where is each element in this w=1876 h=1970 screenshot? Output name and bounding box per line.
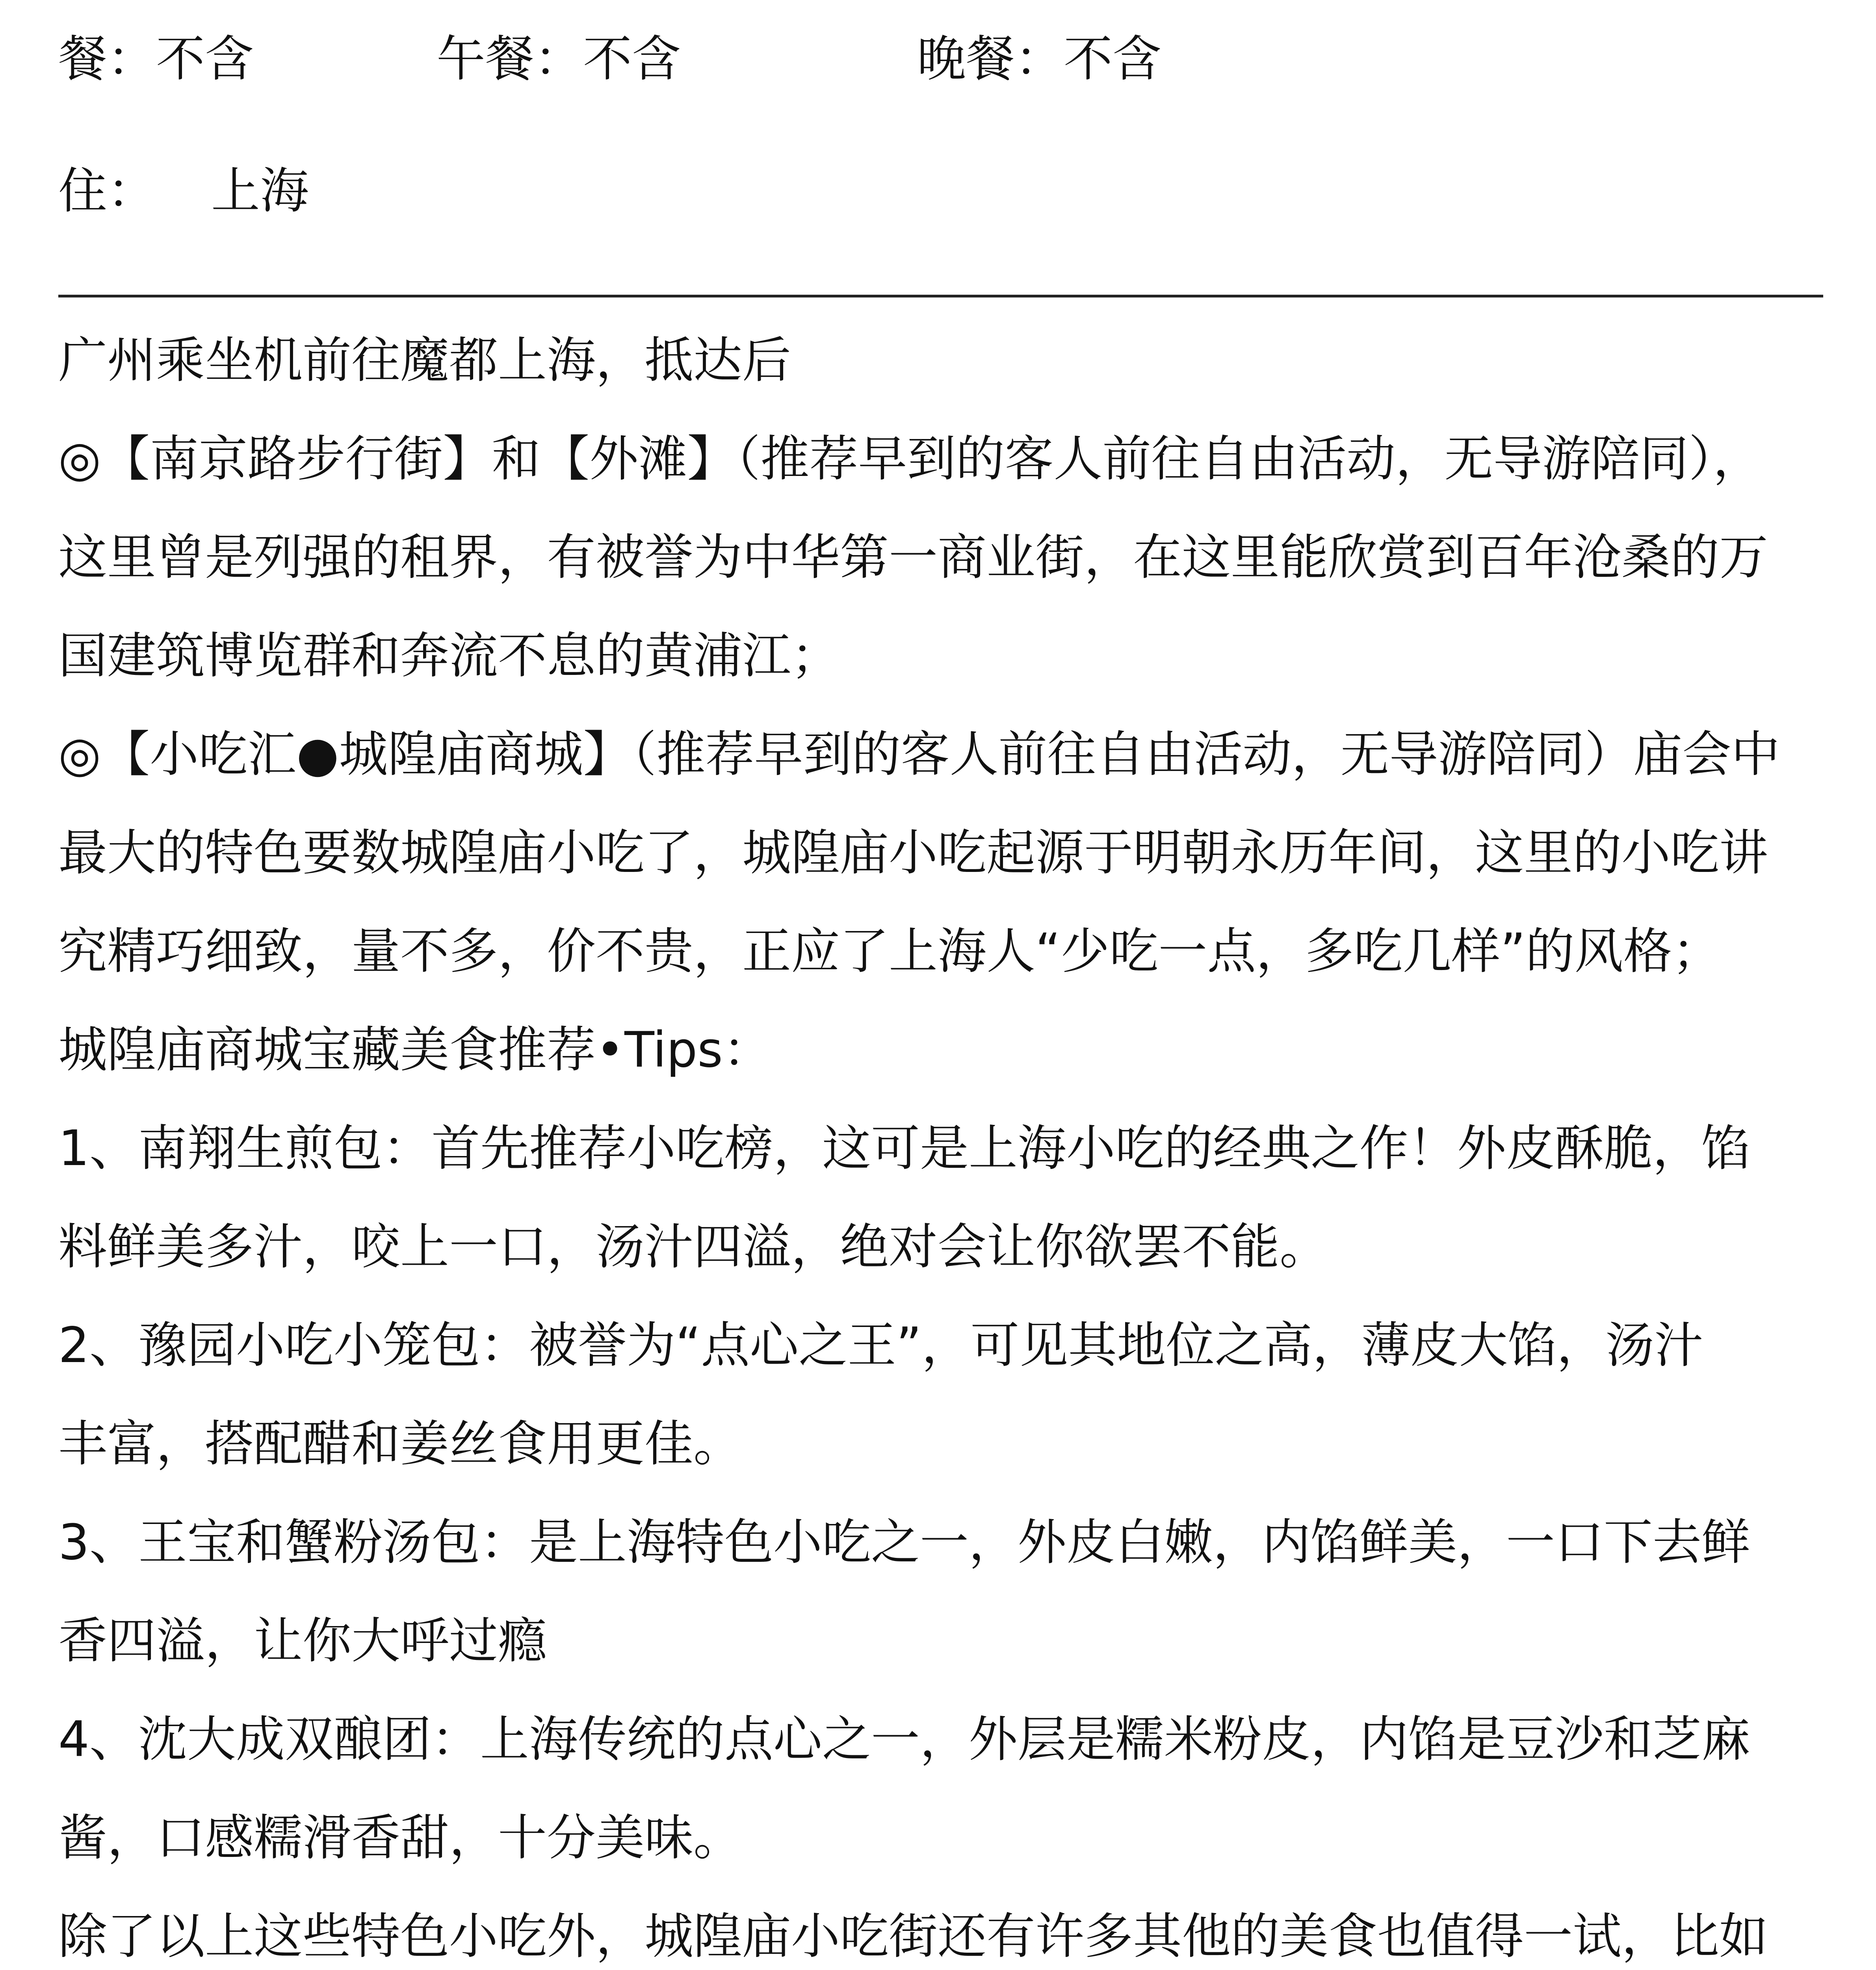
text-line: ◎【南京路步行街】和【外滩】（推荐早到的客人前往自由活动，无导游陪同）， — [58, 431, 1762, 487]
dinner-info: 晚餐：不含 — [917, 31, 1162, 87]
accommodation-label: 住： — [58, 163, 156, 219]
text-line: 除了以上这些特色小吃外，城隍庙小吃街还有许多其他的美食也值得一试，比如 — [58, 1908, 1768, 1965]
accommodation-city: 上海 — [211, 163, 309, 219]
text-line: 香四溢，让你大呼过瘾 — [58, 1613, 547, 1669]
meals-row — [58, 33, 1823, 85]
text-line: 料鲜美多汁，咬上一口，汤汁四溢，绝对会让你欲罢不能。 — [58, 1219, 1329, 1275]
text-line: 最大的特色要数城隍庙小吃了，城隍庙小吃起源于明朝永历年间，这里的小吃讲 — [58, 825, 1768, 881]
text-line: 广州乘坐机前往魔都上海，抵达后 — [58, 332, 791, 389]
text-line: ◎【小吃汇●城隍庙商城】（推荐早到的客人前往自由活动，无导游陪同）庙会中 — [58, 726, 1780, 783]
text-line: 1、南翔生煎包：首先推荐小吃榜，这可是上海小吃的经典之作！外皮酥脆，馅 — [58, 1120, 1750, 1177]
text-line: 3、王宝和蟹粉汤包：是上海特色小吃之一，外皮白嫩，内馅鲜美，一口下去鲜 — [58, 1514, 1750, 1571]
text-line: 丰富，搭配醋和姜丝食用更佳。 — [58, 1416, 743, 1472]
section-divider — [58, 295, 1823, 297]
text-line: 这里曾是列强的租界，有被誉为中华第一商业街，在这里能欣赏到百年沧桑的万 — [58, 529, 1768, 586]
text-line: 城隍庙商城宝藏美食推荐•Tips： — [58, 1022, 772, 1078]
accommodation-row — [58, 165, 309, 217]
lunch-info: 午餐：不含 — [436, 31, 681, 87]
text-line: 酱，口感糯滑香甜，十分美味。 — [58, 1810, 743, 1866]
text-line: 究精巧细致，量不多，价不贵，正应了上海人“少吃一点，多吃几样”的风格； — [58, 923, 1721, 980]
text-line: 4、沈大成双酿团：上海传统的点心之一，外层是糯米粉皮，内馅是豆沙和芝麻 — [58, 1711, 1750, 1768]
breakfast-info: 餐：不含 — [58, 31, 254, 87]
text-line: 2、豫园小吃小笼包：被誉为“点心之王”，可见其地位之高，薄皮大馅，汤汁 — [58, 1317, 1703, 1374]
text-line: 国建筑博览群和奔流不息的黄浦江； — [58, 628, 840, 684]
itinerary-text — [58, 311, 1823, 1970]
